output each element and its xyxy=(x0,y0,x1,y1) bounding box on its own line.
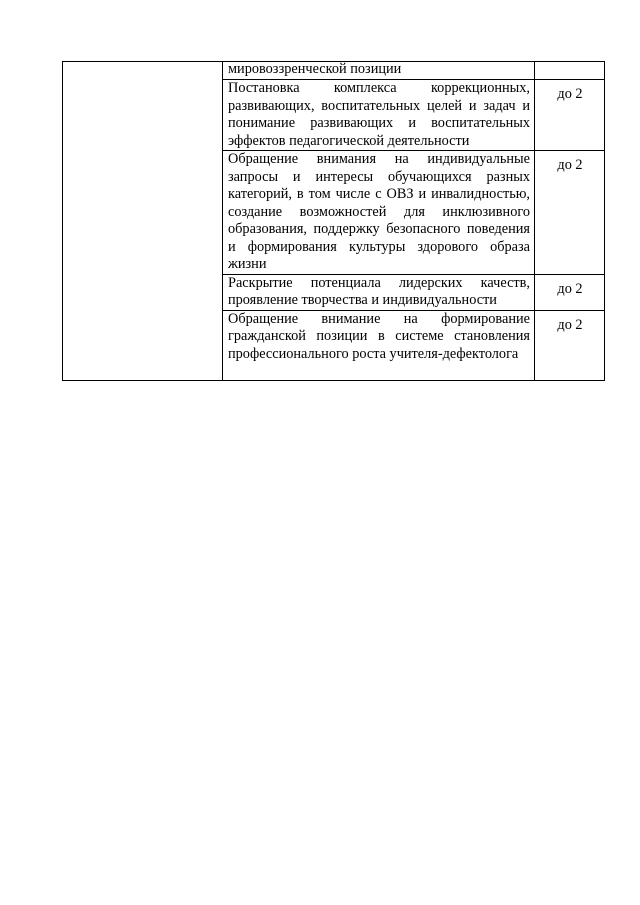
criterion-cell: Обращение внимания на индивидуальные запросы и интересы обучающихся разных категорий, в том числе с ОВЗ и инвалидностью, создание возможностей для инклюзивного образования, поддержку безопасного поведения и формирования культуры здорового образа жизни xyxy=(223,151,535,275)
criterion-cell: мировоззренческой позиции xyxy=(223,62,535,80)
criterion-cell: Обращение внимание на формирование гражданской позиции в системе становления профессионального роста учителя-дефектолога xyxy=(223,310,535,380)
merged-category-cell xyxy=(63,62,223,381)
score-cell: до 2 xyxy=(535,151,605,275)
score-cell xyxy=(535,62,605,80)
criterion-cell: Постановка комплекса коррекционных, развивающих, воспитательных целей и задач и понимание развивающих и воспитательных эффектов педагогической деятельности xyxy=(223,80,535,151)
score-cell: до 2 xyxy=(535,274,605,310)
score-cell: до 2 xyxy=(535,310,605,380)
score-cell: до 2 xyxy=(535,80,605,151)
evaluation-criteria-table xyxy=(62,61,605,381)
criterion-cell: Раскрытие потенциала лидерских качеств, проявление творчества и индивидуальности xyxy=(223,274,535,310)
table-row xyxy=(63,62,605,80)
